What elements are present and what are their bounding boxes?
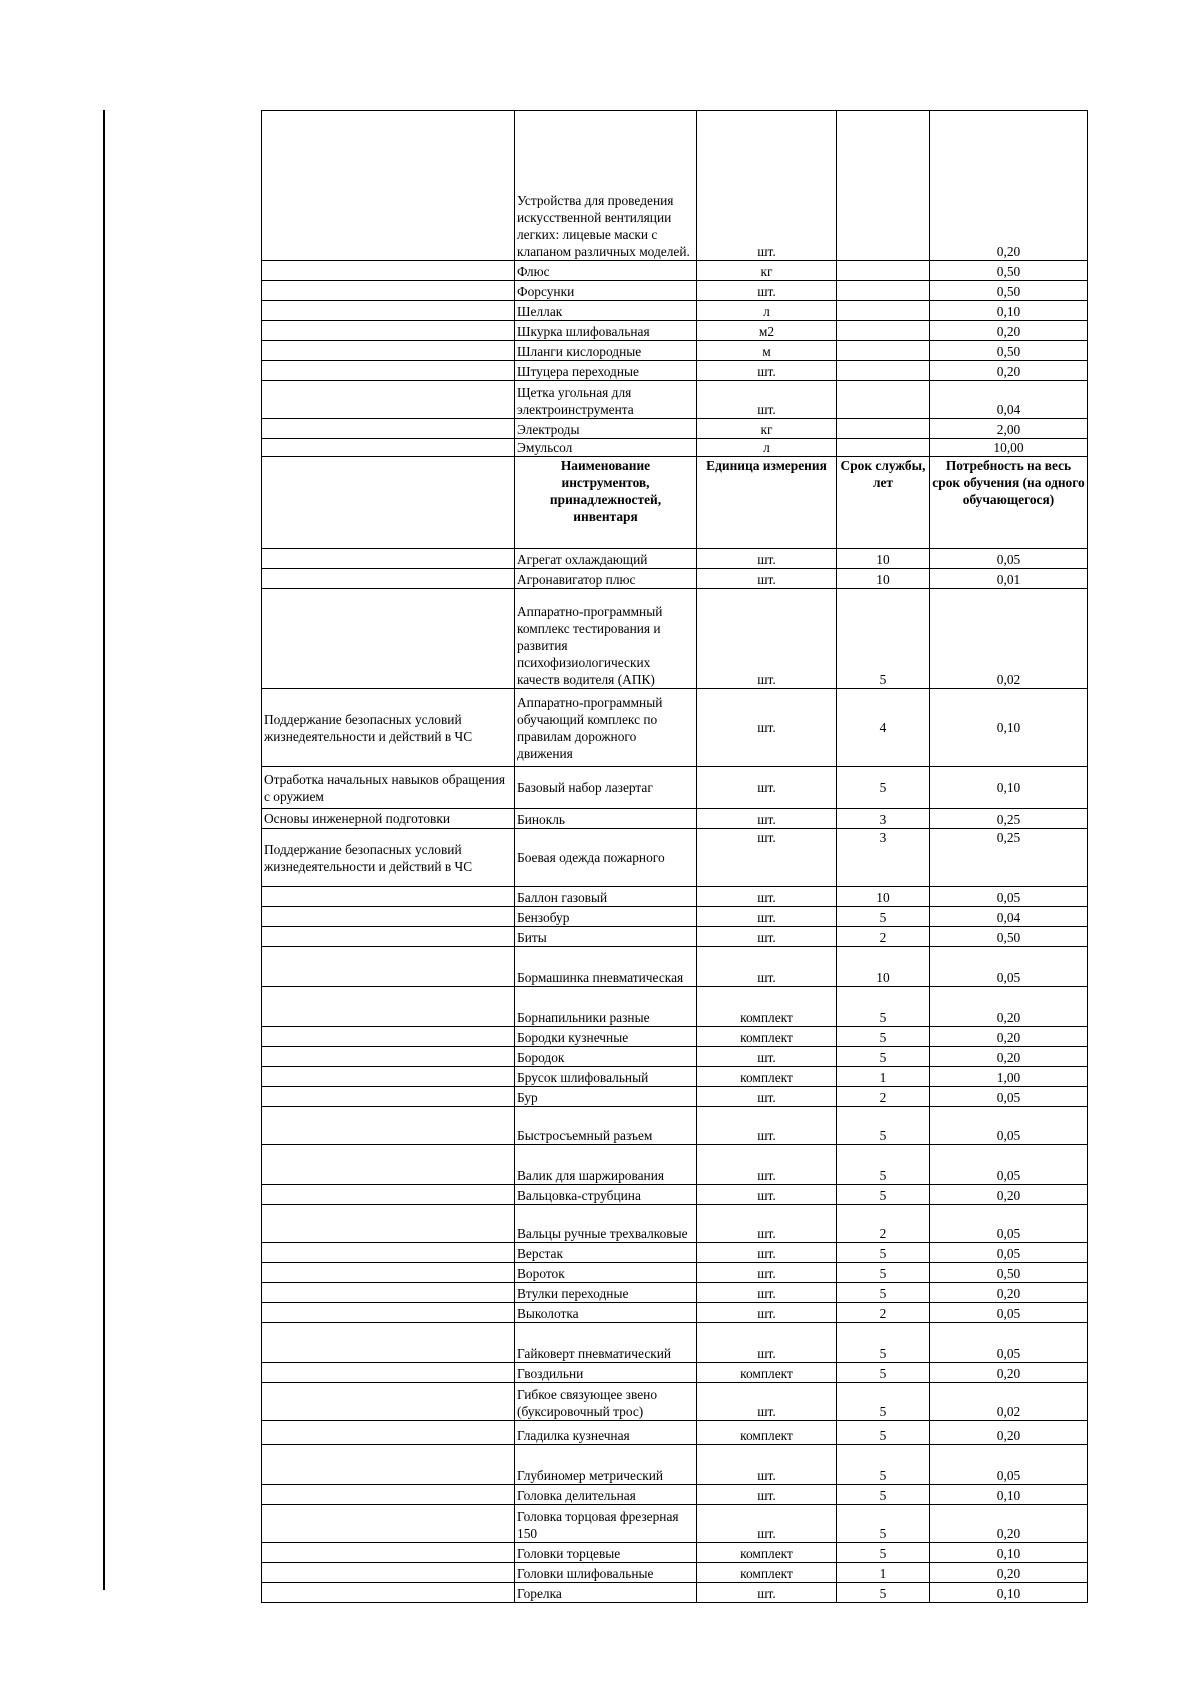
unit-cell: шт. [697,887,837,907]
section-cell: Основы инженерной подготовки [262,809,515,829]
requirement-cell: 0,05 [930,1243,1088,1263]
item-name-cell: Головки торцевые [515,1543,697,1563]
item-name-cell: Боевая одежда пожарного [515,829,697,887]
item-name-cell: Эмульсол [515,439,697,457]
table-row [262,1583,1088,1603]
item-name-cell: Устройства для проведения искусственной вентиляции легких: лицевые маски с клапаном различных моделей. [515,111,697,261]
item-name-cell: Баллон газовый [515,887,697,907]
table-row [262,1563,1088,1583]
table-row [262,589,1088,689]
requirement-cell: 0,05 [930,1205,1088,1243]
section-cell [262,1363,515,1383]
table-row [262,281,1088,301]
requirement-cell: 0,20 [930,1363,1088,1383]
section-cell [262,1205,515,1243]
item-name-cell: Головки шлифовальные [515,1563,697,1583]
requirement-cell: 0,10 [930,689,1088,767]
service-life-cell: 5 [837,1445,930,1485]
requirement-cell: 0,10 [930,1583,1088,1603]
service-life-cell: 5 [837,1543,930,1563]
unit-cell: шт. [697,1047,837,1067]
item-name-cell: Гладилка кузнечная [515,1421,697,1445]
unit-cell: кг [697,261,837,281]
service-life-cell [837,321,930,341]
section-cell [262,1485,515,1505]
service-life-cell [837,361,930,381]
section-cell [262,1303,515,1323]
section-cell [262,1047,515,1067]
unit-cell: комплект [697,1067,837,1087]
service-life-cell: 3 [837,829,930,887]
unit-cell: шт. [697,829,837,887]
section-cell [262,927,515,947]
requirement-cell: 0,25 [930,809,1088,829]
section-cell [262,1243,515,1263]
table-row [262,1445,1088,1485]
section-cell [262,1505,515,1543]
column-header-life: Срок службы, лет [837,457,930,549]
requirement-cell: 0,50 [930,261,1088,281]
column-header-name: Наименование инструментов, принадлежностей, инвентаря [515,457,697,549]
section-cell [262,321,515,341]
item-name-cell: Брусок шлифовальный [515,1067,697,1087]
unit-cell: шт. [697,1283,837,1303]
table-row [262,569,1088,589]
table-row [262,947,1088,987]
table-body [262,111,1088,1603]
table-row [262,361,1088,381]
service-life-cell: 2 [837,927,930,947]
unit-cell: м [697,341,837,361]
item-name-cell: Втулки переходные [515,1283,697,1303]
requirement-cell: 0,10 [930,1485,1088,1505]
table-row [262,1087,1088,1107]
table-row [262,1323,1088,1363]
section-cell [262,1107,515,1145]
item-name-cell: Выколотка [515,1303,697,1323]
item-name-cell: Флюс [515,261,697,281]
section-cell: Отработка начальных навыков обращения с оружием [262,767,515,809]
item-name-cell: Агрегат охлаждающий [515,549,697,569]
item-name-cell: Штуцера переходные [515,361,697,381]
service-life-cell [837,341,930,361]
service-life-cell: 1 [837,1563,930,1583]
service-life-cell [837,419,930,439]
section-cell: Поддержание безопасных условий жизнедеятельности и действий в ЧС [262,689,515,767]
table-row [262,927,1088,947]
service-life-cell [837,381,930,419]
unit-cell: шт. [697,281,837,301]
item-name-cell: Агронавигатор плюс [515,569,697,589]
service-life-cell: 5 [837,1145,930,1185]
table-row [262,1027,1088,1047]
requirement-cell: 0,20 [930,1185,1088,1205]
item-name-cell: Валик для шаржирования [515,1145,697,1185]
unit-cell: шт. [697,1383,837,1421]
service-life-cell: 5 [837,1505,930,1543]
equipment-table [261,110,1088,1603]
table-row [262,1543,1088,1563]
unit-cell: комплект [697,1363,837,1383]
requirement-cell: 0,05 [930,549,1088,569]
requirement-cell: 0,05 [930,1087,1088,1107]
unit-cell: шт. [697,381,837,419]
service-life-cell: 5 [837,1047,930,1067]
service-life-cell [837,111,930,261]
unit-cell: шт. [697,767,837,809]
unit-cell: комплект [697,1421,837,1445]
item-name-cell: Гибкое связующее звено (буксировочный трос) [515,1383,697,1421]
section-cell [262,887,515,907]
requirement-cell: 1,00 [930,1067,1088,1087]
requirement-cell: 0,20 [930,111,1088,261]
service-life-cell [837,439,930,457]
service-life-cell: 5 [837,589,930,689]
requirement-cell: 0,20 [930,1421,1088,1445]
table-row [262,1283,1088,1303]
unit-cell: шт. [697,947,837,987]
table-row [262,1185,1088,1205]
section-cell [262,1263,515,1283]
item-name-cell: Шеллак [515,301,697,321]
item-name-cell: Форсунки [515,281,697,301]
table-row [262,1107,1088,1145]
service-life-cell: 5 [837,1107,930,1145]
requirement-cell: 0,20 [930,1563,1088,1583]
service-life-cell: 5 [837,1185,930,1205]
unit-cell: шт. [697,1505,837,1543]
unit-cell: шт. [697,1185,837,1205]
unit-cell: шт. [697,689,837,767]
section-cell [262,947,515,987]
requirement-cell: 0,10 [930,301,1088,321]
service-life-cell: 4 [837,689,930,767]
item-name-cell: Шкурка шлифовальная [515,321,697,341]
item-name-cell: Бур [515,1087,697,1107]
requirement-cell: 0,25 [930,829,1088,887]
table-row [262,1047,1088,1067]
section-cell [262,1563,515,1583]
unit-cell: м2 [697,321,837,341]
section-cell [262,1067,515,1087]
section-cell [262,1145,515,1185]
table-row [262,907,1088,927]
requirement-cell: 0,05 [930,947,1088,987]
section-cell [262,1283,515,1303]
service-life-cell: 5 [837,1027,930,1047]
unit-cell: шт. [697,927,837,947]
service-life-cell: 10 [837,947,930,987]
item-name-cell: Гвоздильни [515,1363,697,1383]
requirement-cell: 0,20 [930,1283,1088,1303]
section-cell [262,1543,515,1563]
item-name-cell: Аппаратно-программный обучающий комплекс по правилам дорожного движения [515,689,697,767]
section-cell [262,341,515,361]
requirement-cell: 0,05 [930,1303,1088,1323]
requirement-cell: 0,05 [930,1145,1088,1185]
section-cell [262,361,515,381]
table-row [262,1145,1088,1185]
section-cell [262,419,515,439]
requirement-cell: 0,20 [930,361,1088,381]
item-name-cell: Электроды [515,419,697,439]
item-name-cell: Шланги кислородные [515,341,697,361]
column-header-row [262,457,1088,549]
section-cell [262,1323,515,1363]
unit-cell: шт. [697,1445,837,1485]
section-cell [262,569,515,589]
section-cell [262,111,515,261]
requirement-cell: 0,04 [930,381,1088,419]
item-name-cell: Бормашинка пневматическая [515,947,697,987]
table-row [262,1205,1088,1243]
unit-cell: шт. [697,1323,837,1363]
service-life-cell: 10 [837,549,930,569]
service-life-cell: 1 [837,1067,930,1087]
table-row [262,261,1088,281]
service-life-cell: 2 [837,1205,930,1243]
service-life-cell: 2 [837,1087,930,1107]
requirement-cell: 0,05 [930,1107,1088,1145]
unit-cell: шт. [697,549,837,569]
table-row [262,1505,1088,1543]
requirement-cell: 0,10 [930,767,1088,809]
requirement-cell: 0,20 [930,321,1088,341]
item-name-cell: Бинокль [515,809,697,829]
table-row [262,1067,1088,1087]
service-life-cell: 5 [837,1263,930,1283]
item-name-cell: Вальцы ручные трехвалковые [515,1205,697,1243]
unit-cell: шт. [697,1583,837,1603]
service-life-cell: 5 [837,1383,930,1421]
unit-cell: шт. [697,1263,837,1283]
section-cell [262,1445,515,1485]
table-row [262,767,1088,809]
unit-cell: шт. [697,361,837,381]
item-name-cell: Щетка угольная для электроинструмента [515,381,697,419]
item-name-cell: Верстак [515,1243,697,1263]
unit-cell: л [697,439,837,457]
item-name-cell: Вальцовка-струбцина [515,1185,697,1205]
table-row [262,111,1088,261]
header-section-cell [262,457,515,549]
item-name-cell: Гайковерт пневматический [515,1323,697,1363]
margin-line [103,110,105,1590]
table-row [262,381,1088,419]
unit-cell: шт. [697,1087,837,1107]
section-cell [262,987,515,1027]
service-life-cell: 2 [837,1303,930,1323]
item-name-cell: Бородок [515,1047,697,1067]
unit-cell: шт. [697,111,837,261]
column-header-need: Потребность на весь срок обучения (на одного обучающегося) [930,457,1088,549]
requirement-cell: 0,20 [930,987,1088,1027]
item-name-cell: Вороток [515,1263,697,1283]
service-life-cell: 10 [837,887,930,907]
table-row [262,829,1088,887]
section-cell: Поддержание безопасных условий жизнедеятельности и действий в ЧС [262,829,515,887]
section-cell [262,1185,515,1205]
service-life-cell: 10 [837,569,930,589]
service-life-cell [837,261,930,281]
requirement-cell: 0,05 [930,1323,1088,1363]
table-row [262,321,1088,341]
section-cell [262,381,515,419]
unit-cell: шт. [697,1107,837,1145]
requirement-cell: 0,20 [930,1027,1088,1047]
table-row [262,1363,1088,1383]
unit-cell: комплект [697,1027,837,1047]
service-life-cell: 5 [837,1243,930,1263]
table-row [262,1303,1088,1323]
unit-cell: шт. [697,1243,837,1263]
unit-cell: шт. [697,1205,837,1243]
unit-cell: комплект [697,1543,837,1563]
unit-cell: шт. [697,569,837,589]
service-life-cell: 5 [837,987,930,1027]
table-row [262,1243,1088,1263]
unit-cell: комплект [697,987,837,1027]
requirement-cell: 0,50 [930,341,1088,361]
section-cell [262,301,515,321]
service-life-cell: 3 [837,809,930,829]
requirement-cell: 0,20 [930,1505,1088,1543]
service-life-cell: 5 [837,907,930,927]
requirement-cell: 0,04 [930,907,1088,927]
section-cell [262,589,515,689]
section-cell [262,281,515,301]
service-life-cell: 5 [837,1421,930,1445]
requirement-cell: 0,20 [930,1047,1088,1067]
unit-cell: шт. [697,1145,837,1185]
section-cell [262,439,515,457]
table-row [262,439,1088,457]
section-cell [262,261,515,281]
table-row [262,887,1088,907]
service-life-cell: 5 [837,1485,930,1505]
table-row [262,1263,1088,1283]
unit-cell: шт. [697,1303,837,1323]
unit-cell: шт. [697,1485,837,1505]
item-name-cell: Глубиномер метрический [515,1445,697,1485]
requirement-cell: 0,05 [930,887,1088,907]
section-cell [262,1027,515,1047]
table-row [262,809,1088,829]
table-row [262,1485,1088,1505]
requirement-cell: 0,50 [930,1263,1088,1283]
unit-cell: шт. [697,589,837,689]
table-row [262,341,1088,361]
service-life-cell: 5 [837,1323,930,1363]
requirement-cell: 0,01 [930,569,1088,589]
item-name-cell: Головка делительная [515,1485,697,1505]
item-name-cell: Быстросъемный разъем [515,1107,697,1145]
unit-cell: л [697,301,837,321]
unit-cell: шт. [697,809,837,829]
requirement-cell: 0,10 [930,1543,1088,1563]
service-life-cell: 5 [837,767,930,809]
unit-cell: шт. [697,907,837,927]
service-life-cell [837,281,930,301]
requirement-cell: 2,00 [930,419,1088,439]
table-row [262,1383,1088,1421]
requirement-cell: 0,05 [930,1445,1088,1485]
section-cell [262,1421,515,1445]
item-name-cell: Базовый набор лазертаг [515,767,697,809]
service-life-cell: 5 [837,1283,930,1303]
requirement-cell: 0,50 [930,927,1088,947]
column-header-unit: Единица измерения [697,457,837,549]
item-name-cell: Горелка [515,1583,697,1603]
item-name-cell: Аппаратно-программный комплекс тестирования и развития психофизиологических качеств водителя (АПК) [515,589,697,689]
item-name-cell: Головка торцовая фрезерная 150 [515,1505,697,1543]
requirement-cell: 0,02 [930,589,1088,689]
item-name-cell: Бензобур [515,907,697,927]
table-row [262,987,1088,1027]
requirement-cell: 10,00 [930,439,1088,457]
table-row [262,419,1088,439]
table-row [262,1421,1088,1445]
service-life-cell: 5 [837,1363,930,1383]
requirement-cell: 0,50 [930,281,1088,301]
section-cell [262,1087,515,1107]
unit-cell: комплект [697,1563,837,1583]
requirement-cell: 0,02 [930,1383,1088,1421]
section-cell [262,1583,515,1603]
service-life-cell: 5 [837,1583,930,1603]
table-row [262,549,1088,569]
table-row [262,689,1088,767]
item-name-cell: Биты [515,927,697,947]
unit-cell: кг [697,419,837,439]
section-cell [262,549,515,569]
item-name-cell: Бородки кузнечные [515,1027,697,1047]
service-life-cell [837,301,930,321]
item-name-cell: Борнапильники разные [515,987,697,1027]
section-cell [262,1383,515,1421]
section-cell [262,907,515,927]
table-row [262,301,1088,321]
